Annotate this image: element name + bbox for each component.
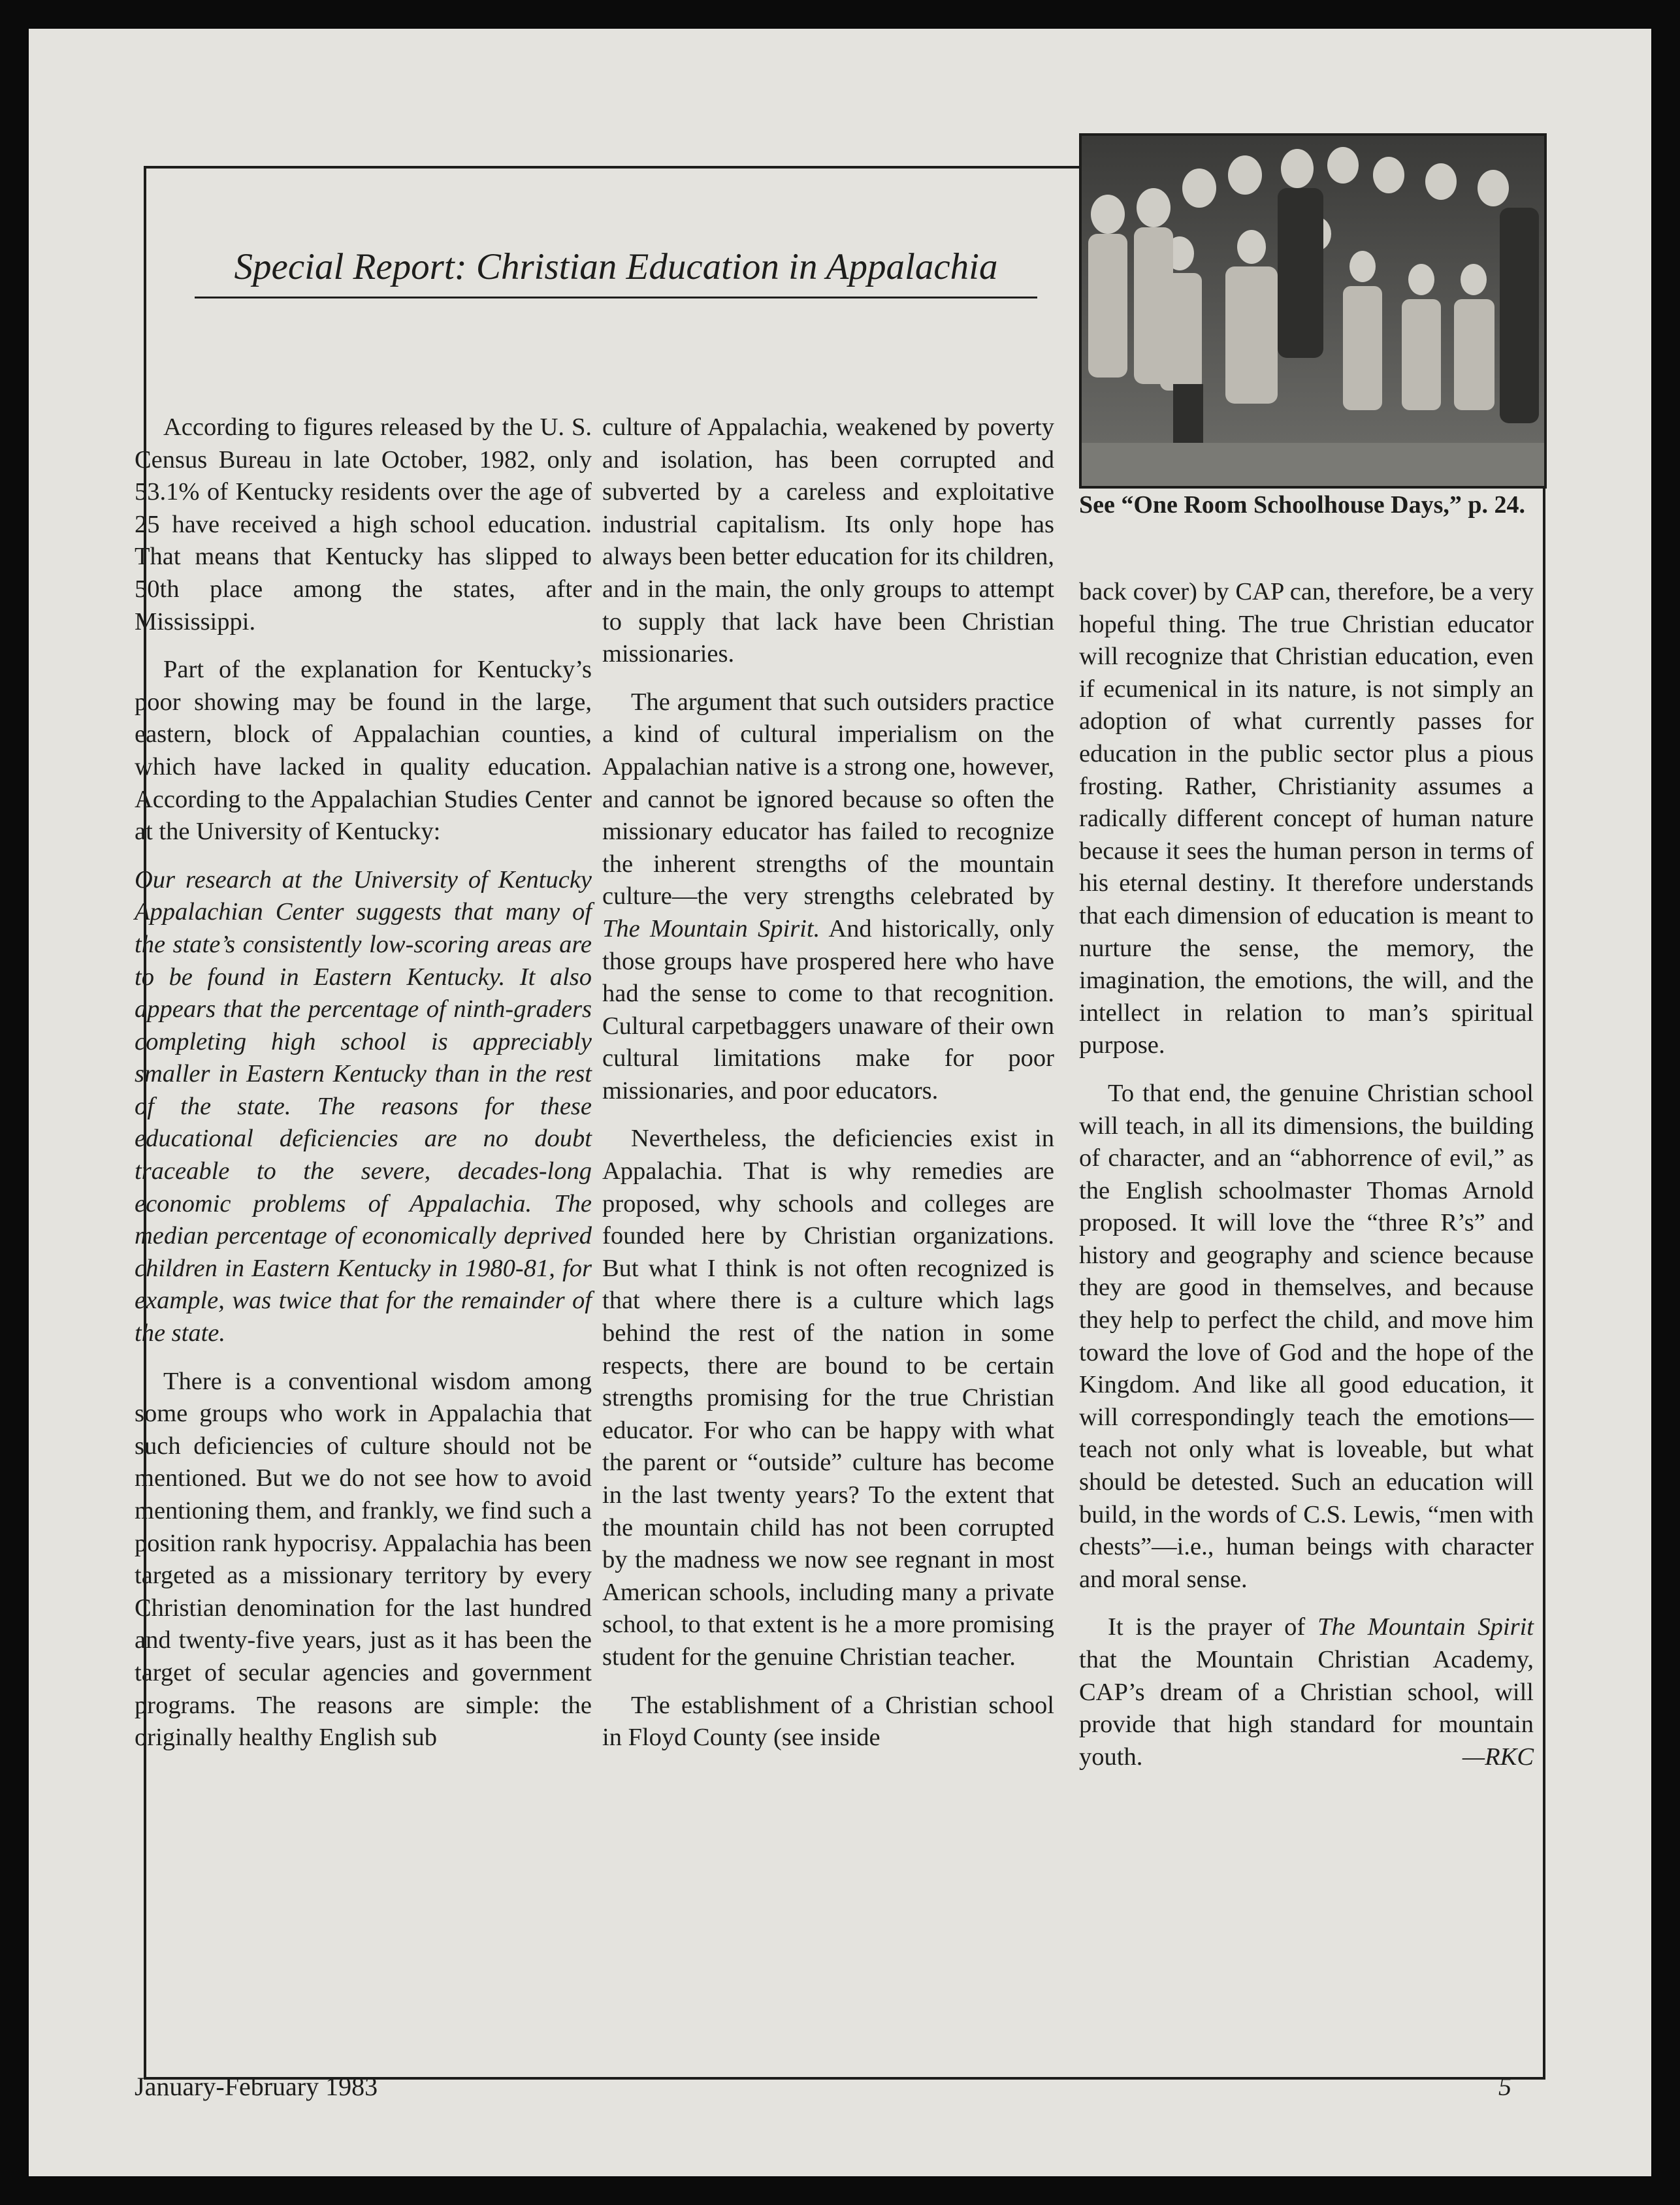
paragraph: The establishment of a Christian school in Floyd County (see inside [602,1691,1054,1752]
paragraph [1079,1611,1534,1773]
text-run: The argument that such outsiders practice a kind of cultural imperialism on the Appalachian native is a strong one, however, and cannot be ignored because so often the missionary educator has failed to recognize the inherent strengths of the mountain culture—the very strengths celebrated by [602,688,1054,910]
column-2 [602,411,1054,1770]
column-3 [1079,576,1534,1789]
text-run: And historically, only those groups have prospered here who have had the sense to come to that recognition. Cultural carpetbaggers unaware of their own cultural limitations make for poor missionaries, and poor educators. [602,914,1054,1104]
page-number: 5 [1498,2072,1511,2101]
paragraph: back cover) by CAP can, therefore, be a very hopeful thing. The true Christian educator will recognize that Christian education, even if ecumenical in its nature, is not simply an adoption of what currently passes for education in the public sector plus a pious frosting. Rather, Christianity assumes a radically different concept of human nature because it sees the human person in terms of his eternal destiny. It therefore understands that each dimension of education is meant to nurture the sense, the memory, the imagination, the emotions, the will, and the intellect in relation to man’s spiritual purpose. [1079,578,1534,1059]
block-quote: Our research at the University of Kentucky Appalachian Center suggests that many of the state’s consistently low-scoring areas are to be found in Eastern Kentucky. It also appears that the percentage of ninth-graders completing high school is appreciably smaller in Eastern Kentucky than in the rest of the state. The reasons for these educational deficiencies are no doubt traceable to the severe, decades-long economic problems of Appalachia. The median percentage of economically deprived children in Eastern Kentucky in 1980-81, for example, was twice that for the remainder of the state. [135,865,592,1347]
text-run: It is the prayer of [1108,1613,1318,1641]
text-run: that the Mountain Christian Academy, CAP’s dream of a Christian school, will provide that high standard for mountain youth. [1079,1646,1534,1771]
paragraph: Nevertheless, the deficiencies exist in Appalachia. That is why remedies are proposed, why schools and colleges are founded here by Christian organizations. But what I think is not often recognized is that where there is a culture which lags behind the rest of the nation in some respects, there are bound to be certain strengths promising for the true Christian educator. For who can be happy with what the parent or “outside” culture has become in the last twenty years? To the extent that the mountain child has not been corrupted by the madness we now see regnant in most American schools, including many a private school, to that extent is he a more promising student for the genuine Christian teacher. [602,1125,1054,1671]
paragraph [602,686,1054,1108]
paragraph: culture of Appalachia, weakened by poverty and isolation, has been corrupted and subverted by a careless and exploitative industrial capitalism. Its only hope has always been better education for its children, and in the main, the only groups to attempt to supply that lack have been Christian missionaries. [602,413,1054,668]
column-1 [135,411,592,1770]
magazine-page [29,29,1651,2176]
paragraph: There is a conventional wisdom among some groups who work in Appalachia that such deficiencies of culture should not be mentioned. But we do not see how to avoid mentioning them, and frankly, we find such a position rank hypocrisy. Appalachia has been targeted as a missionary territory by every Christian denomination for the last hundred and twenty-five years, just as it has been the target of secular agencies and government programs. The reasons are simple: the originally healthy English sub [135,1367,592,1752]
author-signature: —RKC [1462,1743,1534,1771]
article-title-block [195,244,1037,298]
photo-caption: See “One Room Schoolhouse Days,” p. 24. [1079,491,1525,519]
publication-name: The Mountain Spirit. [602,914,820,942]
issue-date: January-February 1983 [135,2072,378,2101]
paragraph: Part of the explanation for Kentucky’s poor showing may be found in the large, eastern, block of Appalachian counties, which have lacked in quality education. According to the Appalachian Studies Center at the University of Kentucky: [135,656,592,846]
paragraph: To that end, the genuine Christian school will teach, in all its dimensions, the building of character, and an “abhorrence of evil,” as the English schoolmaster Thomas Arnold proposed. It will love the “three R’s” and history and geography and science because they are good in themselves, and because they help to perfect the child, and move him toward the love of God and the hope of the Kingdom. And like all good education, it will correspondingly teach the emotions—teach not only what is loveable, but what should be detested. Such an education will build, in the words of C.S. Lewis, “men with chests”—i.e., human beings with character and moral sense. [1079,1079,1534,1593]
publication-name: The Mountain Spirit [1317,1613,1534,1641]
photo-image [1082,136,1544,486]
article-title: Special Report: Christian Education in Appalachia [234,246,998,287]
paragraph: According to figures released by the U. S. Census Bureau in late October, 1982, only 53.1% of Kentucky residents over the age of 25 have received a high school education. That means that Kentucky has slipped to 50th place among the states, after Mississippi. [135,413,592,636]
schoolchildren-photo [1079,133,1547,489]
